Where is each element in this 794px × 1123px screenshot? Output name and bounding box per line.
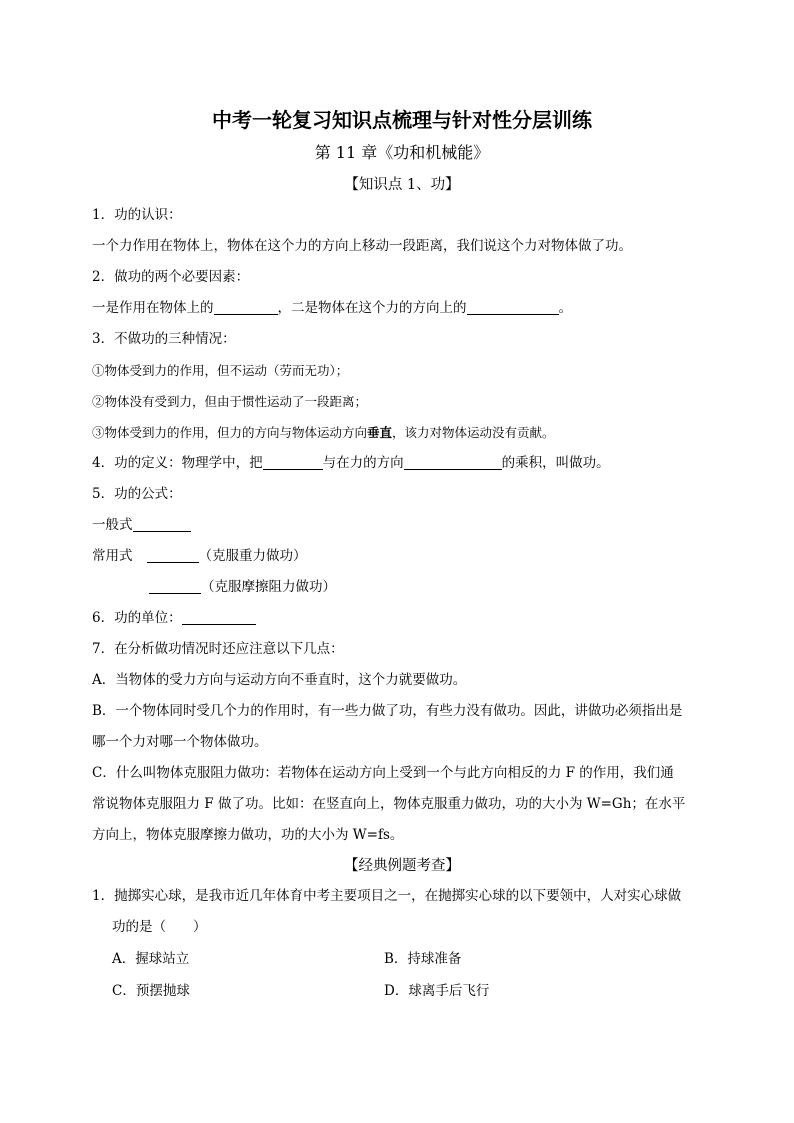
fill-blank-work-force[interactable]	[263, 455, 323, 470]
question-1-line-2: 功的是（ ）	[112, 919, 207, 935]
section-header-examples: 【经典例题考查】	[344, 858, 460, 874]
point-2-text	[92, 293, 712, 324]
question-1-line-1: 1．抛掷实心球，是我市近几年体育中考主要项目之一，在抛掷实心球的以下要领中，人对实心球做	[92, 888, 682, 904]
point-5-general	[92, 510, 712, 541]
point-6-label: 6．功的单位：	[92, 610, 182, 626]
point-2-part-a: 一是作用在物体上的	[92, 300, 214, 316]
point-5-common-label: 常用式	[92, 548, 133, 564]
fill-blank-unit[interactable]	[182, 610, 256, 625]
point-3-heading: 3．不做功的三种情况：	[92, 331, 236, 347]
document-title: 中考一轮复习知识点梳理与针对性分层训练	[212, 108, 592, 132]
point-3-case-3	[92, 417, 712, 448]
fill-blank-general-formula[interactable]	[133, 517, 191, 532]
point-3-case-3-bold: 垂直	[367, 425, 393, 440]
option-b[interactable]: B．持球准备	[384, 951, 462, 967]
point-7-c-line-2: 常说物体克服阻力 F 做了功。比如：在竖直向上，物体克服重力做功，功的大小为 W=Gh；在水平	[92, 796, 686, 812]
point-2-part-c: 。	[558, 300, 572, 316]
point-2-heading: 2．做功的两个必要因素：	[92, 269, 250, 285]
option-d[interactable]: D．球离手后飞行	[384, 983, 490, 999]
point-5-general-label: 一般式	[92, 517, 133, 533]
point-4-part-a: 4．功的定义：物理学中，把	[92, 455, 263, 471]
point-4-part-b: 与在力的方向	[322, 455, 404, 471]
section-header-knowledge: 【知识点 1、功】	[344, 177, 460, 193]
point-3-case-2: ②物体没有受到力，但由于惯性运动了一段距离；	[92, 394, 368, 409]
point-3-case-3-b: ，该力对物体运动没有贡献。	[392, 425, 555, 440]
fill-blank-distance[interactable]	[467, 300, 559, 315]
point-3-case-1: ①物体受到力的作用，但不运动（劳而无功）；	[92, 363, 349, 378]
document-page	[92, 100, 712, 1007]
option-c[interactable]: C．预摆抛球	[112, 983, 190, 999]
point-4-definition	[92, 448, 712, 479]
point-7-heading: 7．在分析做功情况时还应注意以下几点：	[92, 641, 344, 657]
point-7-b-line-2: 哪一个力对哪一个物体做功。	[92, 734, 268, 750]
point-5-common	[92, 541, 712, 572]
chapter-title: 第 11 章《功和机械能》	[314, 143, 490, 162]
point-3-case-3-a: ③物体受到力的作用，但力的方向与物体运动方向	[92, 425, 368, 440]
point-7-a: A．当物体的受力方向与运动方向不垂直时，这个力就要做功。	[92, 672, 467, 688]
fill-blank-gravity-formula[interactable]	[147, 548, 199, 563]
point-5-friction	[92, 572, 712, 603]
point-7-b-line-1: B．一个物体同时受几个力的作用时，有一些力做了功，有些力没有做功。因此，讲做功必须指出是	[92, 703, 683, 719]
point-1-text: 一个力作用在物体上，物体在这个力的方向上移动一段距离，我们说这个力对物体做了功。	[92, 238, 632, 254]
point-6-unit	[92, 603, 712, 634]
point-7-c-line-1: C．什么叫物体克服阻力做功：若物体在运动方向上受到一个与此方向相反的力 F 的作用，我们通	[92, 765, 674, 781]
point-4-part-c: 的乘积，叫做功。	[501, 455, 610, 471]
option-a[interactable]: A．握球站立	[112, 951, 190, 967]
point-5-heading: 5．功的公式：	[92, 486, 182, 502]
fill-blank-work-distance[interactable]	[404, 455, 502, 470]
point-2-part-b: ，二是物体在这个力的方向上的	[277, 300, 467, 316]
point-5-gravity-note: （克服重力做功）	[198, 548, 307, 564]
fill-blank-force[interactable]	[214, 300, 278, 315]
question-1-options-row-2	[92, 975, 712, 1007]
point-1-heading: 1．功的认识：	[92, 207, 182, 223]
question-1-options-row-1	[92, 943, 712, 975]
fill-blank-friction-formula[interactable]	[149, 579, 201, 594]
point-5-friction-note: （克服摩擦阻力做功）	[201, 579, 336, 595]
point-7-c-line-3: 方向上，物体克服摩擦力做功，功的大小为 W=fs。	[92, 827, 404, 843]
